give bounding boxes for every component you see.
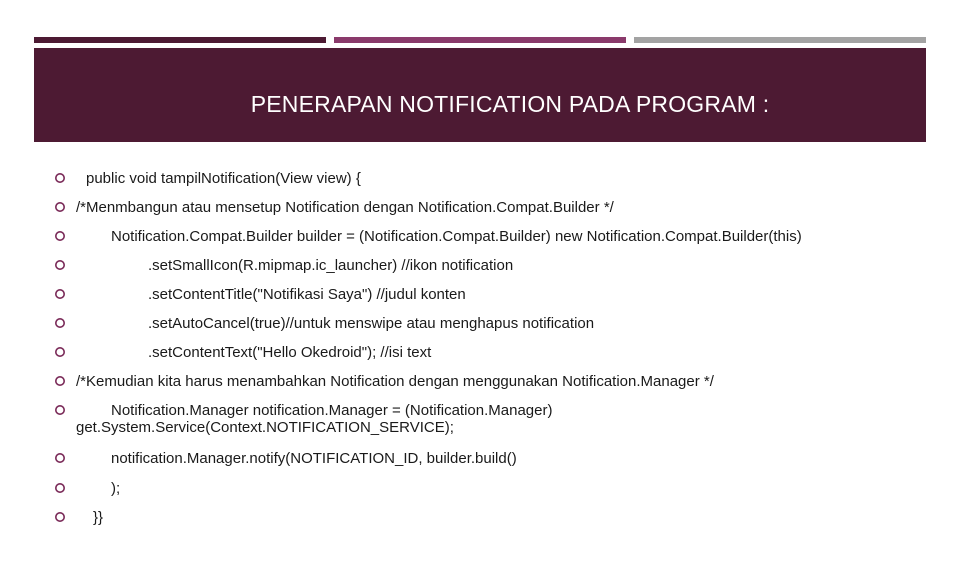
bullet-icon <box>54 288 66 300</box>
code-line-text: .setAutoCancel(true)//untuk menswipe atau menghapus notification <box>148 315 595 332</box>
code-line-text: /*Menmbangun atau mensetup Notification dengan Notification.Compat.Builder */ <box>76 199 614 216</box>
code-line-text: }} <box>93 509 104 526</box>
bullet-icon <box>54 201 66 213</box>
code-line-text: public void tampilNotification(View view) { <box>86 170 361 187</box>
bullet-icon <box>54 375 66 387</box>
bullet-icon <box>54 172 66 184</box>
code-line-text: Notification.Compat.Builder builder = (Notification.Compat.Builder) new Notification.Compat.Builder(this) <box>111 228 802 245</box>
bullet-icon <box>54 230 66 242</box>
code-line-text: .setContentText("Hello Okedroid"); //isi text <box>148 344 432 361</box>
code-line-text: ); <box>111 480 121 497</box>
code-line-text: .setContentTitle("Notifikasi Saya") //judul konten <box>148 286 466 303</box>
bullet-icon <box>54 346 66 358</box>
code-line-text: /*Kemudian kita harus menambahkan Notification dengan menggunakan Notification.Manager */ <box>76 373 714 390</box>
bullet-icon <box>54 317 66 329</box>
code-line-text: .setSmallIcon(R.mipmap.ic_launcher) //ikon notification <box>148 257 514 274</box>
bullet-icon <box>54 259 66 271</box>
code-line <box>54 509 930 577</box>
code-line-text: Notification.Manager notification.Manager = (Notification.Manager) get.System.Service(Context.NOTIFICATION_SERVICE); <box>76 402 557 436</box>
bullet-icon <box>54 404 66 416</box>
bullet-icon <box>54 511 66 523</box>
bullet-icon <box>54 482 66 494</box>
slide-title: PENERAPAN NOTIFICATION PADA PROGRAM : <box>250 91 770 117</box>
bullet-icon <box>54 452 66 464</box>
code-line-text: notification.Manager.notify(NOTIFICATION_ID, builder.build() <box>111 450 517 467</box>
